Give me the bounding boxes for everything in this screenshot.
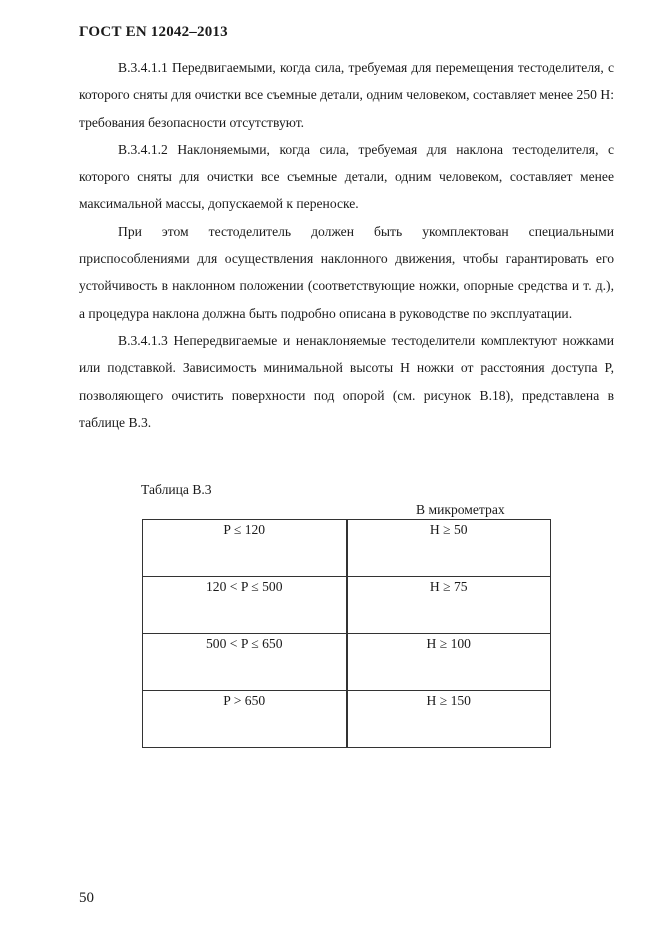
table-row [143, 577, 551, 634]
page-number: 50 [79, 890, 94, 906]
table-cell-h: H ≥ 100 [347, 634, 551, 691]
table-cell-p: P ≤ 120 [143, 520, 347, 577]
paragraph-tilt-requirements: При этом тестоделитель должен быть укомплектован специальными приспособлениями для осуществления наклонного движения, чтобы гарантировать его устойчивость в наклонном положении (соответствующие ножки, опорные средства и т. д.), а процедура наклона должна быть подробно описана в руководстве по эксплуатации. [79, 223, 614, 321]
table-row [143, 691, 551, 748]
document-header: ГОСТ EN 12042–2013 [79, 24, 228, 40]
table-caption: Таблица В.3 [141, 482, 212, 497]
table-units: В микрометрах [416, 502, 505, 517]
table-cell-p: 500 < P ≤ 650 [143, 634, 347, 691]
paragraph-b3412: В.3.4.1.2 Наклоняемыми, когда сила, требуемая для наклона тестоделителя, с которого сняты для очистки все съемные детали, одним человеком, составляет менее максимальной массы, допускаемой к переноске. [79, 141, 614, 212]
table-cell-p: P > 650 [143, 691, 347, 748]
paragraph-b3411: В.3.4.1.1 Передвигаемыми, когда сила, требуемая для перемещения тестоделителя, с которого сняты для очистки все съемные детали, одним человеком, составляет менее 250 Н: требования безопасности отсутствуют. [79, 60, 614, 130]
table-cell-h: H ≥ 50 [347, 520, 551, 577]
paragraph-b3413: В.3.4.1.3 Непередвигаемые и ненаклоняемые тестоделители комплектуют ножками или подставкой. Зависимость минимальной высоты H ножки от расстояния доступа P, позволяющего очистить поверхности под опорой (см. рисунок В.18), представлена в таблице В.3. [79, 332, 614, 430]
table-cell-p: 120 < P ≤ 500 [143, 577, 347, 634]
height-access-table [142, 519, 551, 748]
body-text [79, 54, 614, 436]
table-cell-h: H ≥ 150 [347, 691, 551, 748]
table-row [143, 520, 551, 577]
table-row [143, 634, 551, 691]
table-cell-h: H ≥ 75 [347, 577, 551, 634]
